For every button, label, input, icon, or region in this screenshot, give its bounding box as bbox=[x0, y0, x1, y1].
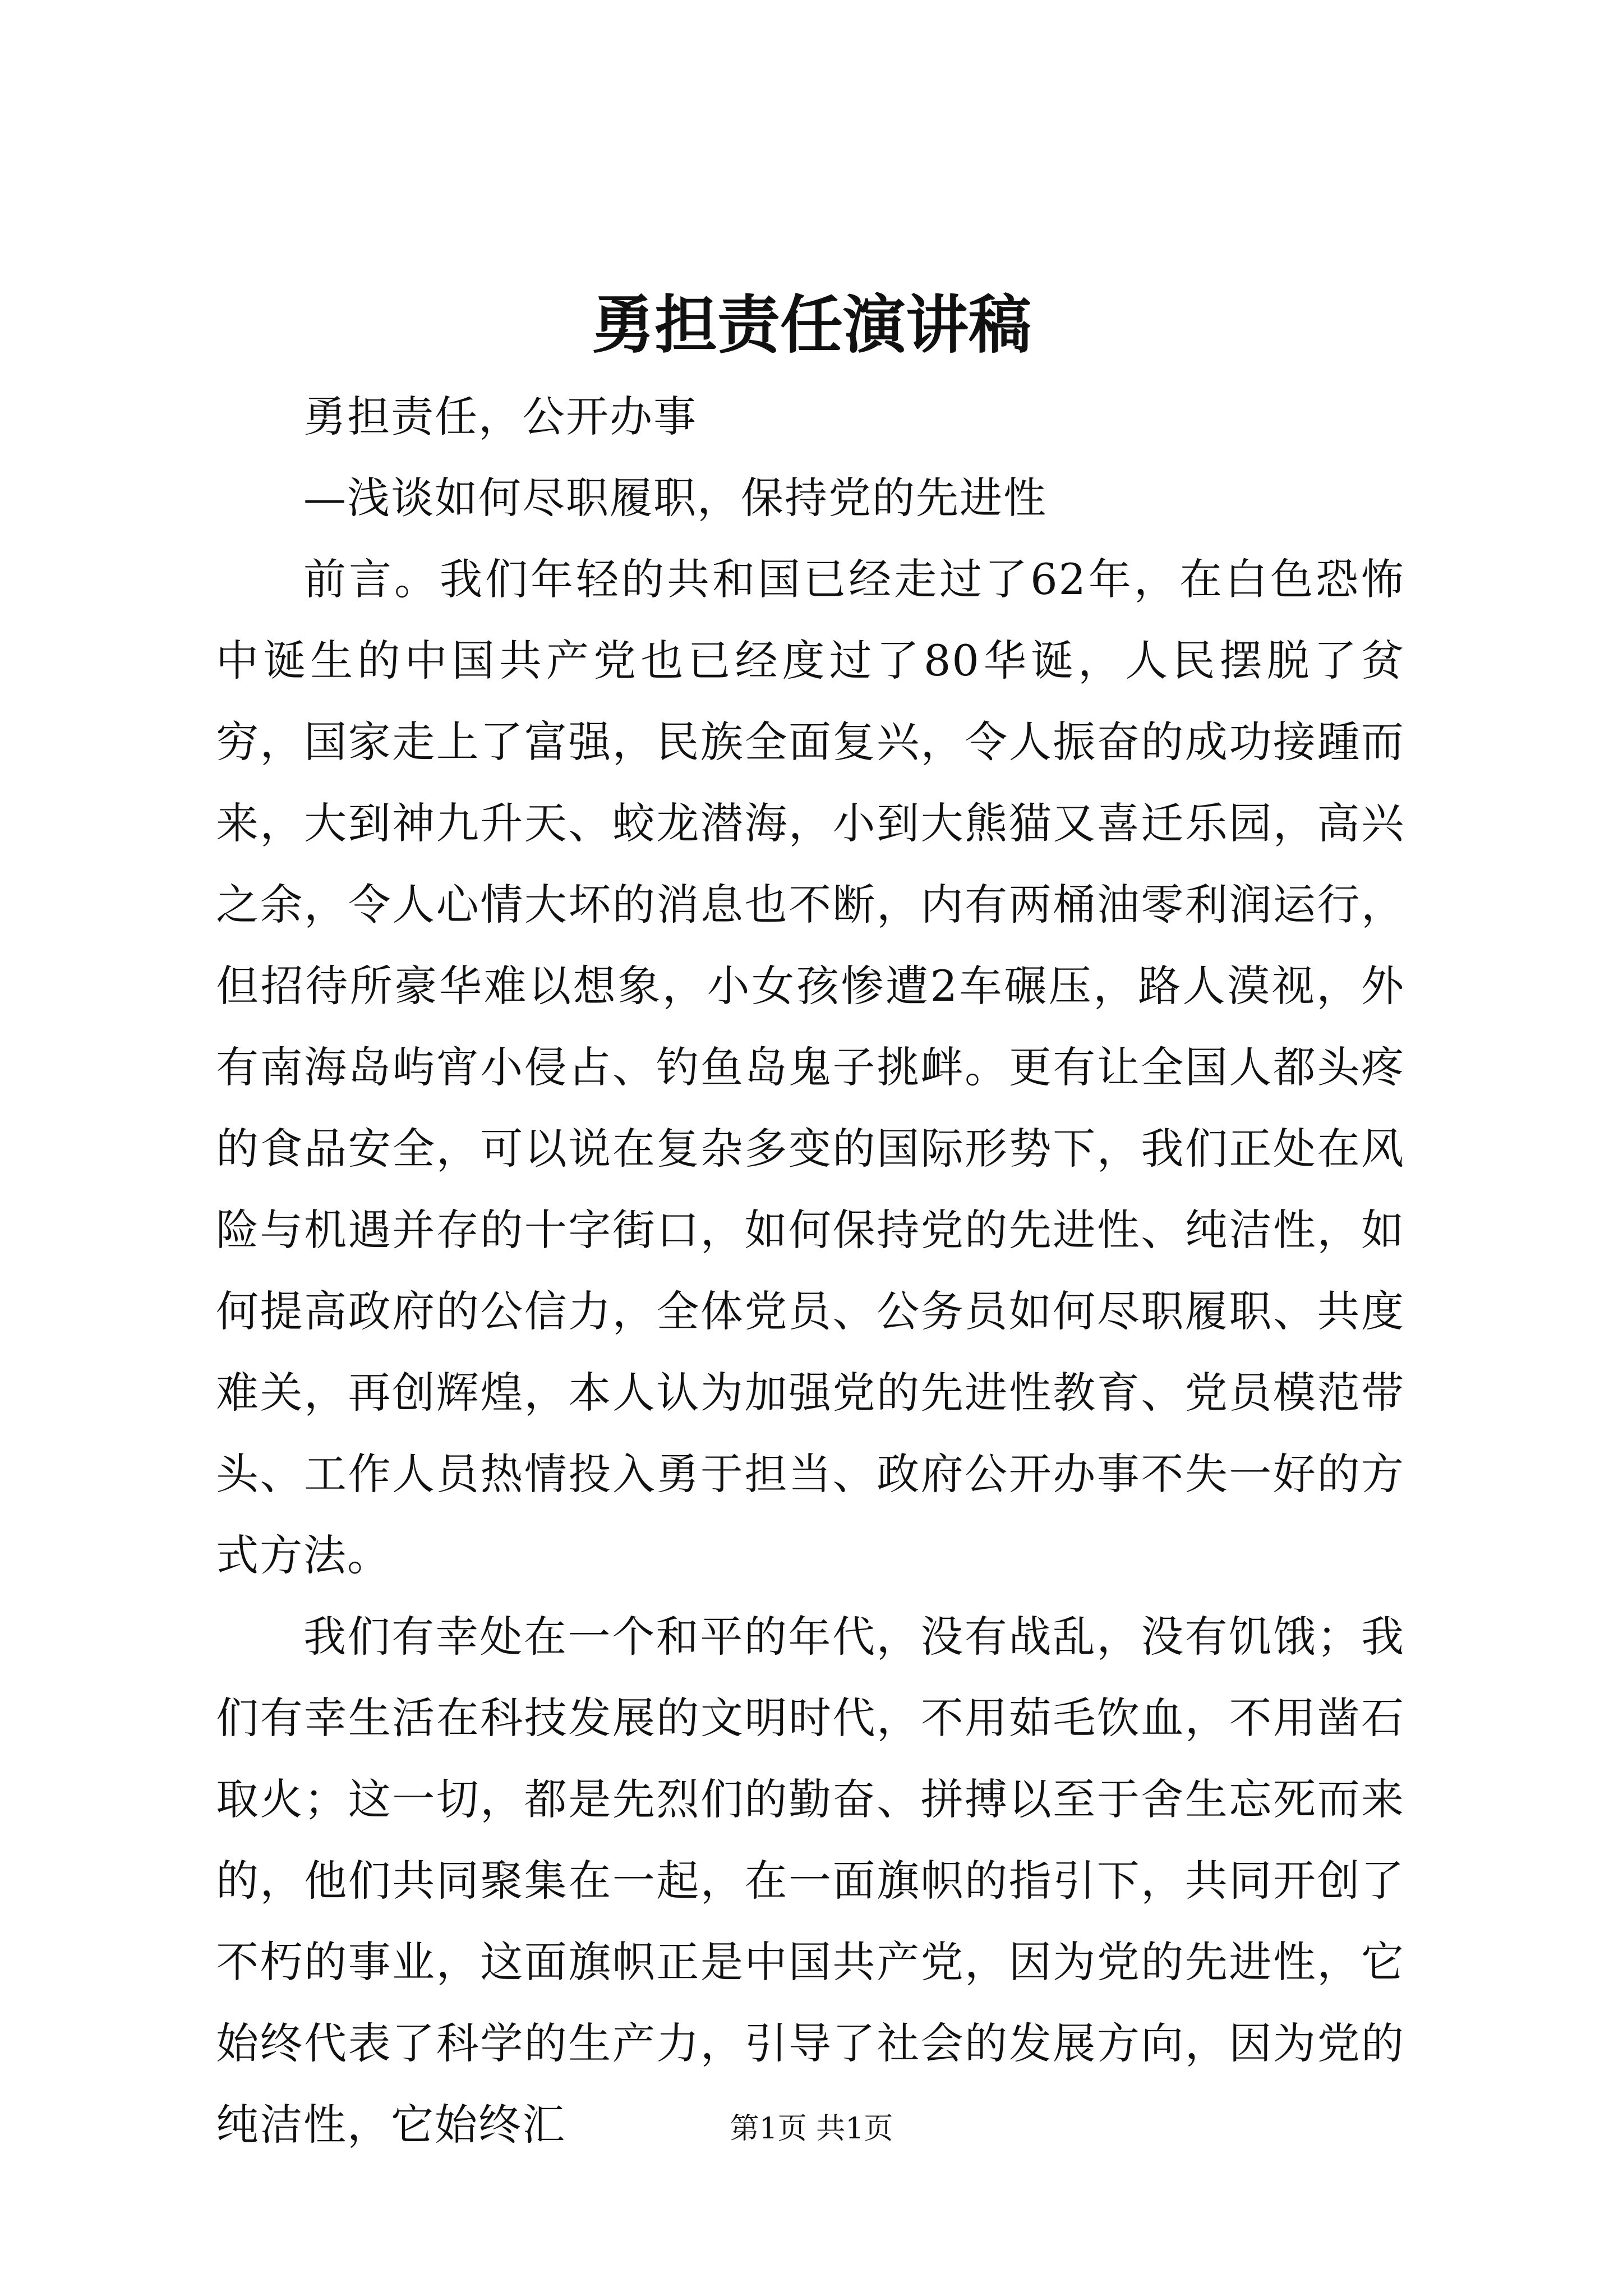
document-title: 勇担责任演讲稿 bbox=[592, 288, 1031, 362]
body-paragraph: 我们有幸处在一个和平的年代，没有战乱，没有饥饿；我们有幸生活在科技发展的文明时代，不用茹毛饮血，不用凿石取火；这一切，都是先烈们的勤奋、拼搏以至于舍生忘死而来的，他们共同聚集在一起，在一面旗帜的指引下，共同开创了不朽的事业，这面旗帜正是中国共产党，因为党的先进性，它始终代表了科学的生产力，引导了社会的发展方向，因为党的纯洁性，它始终汇 bbox=[216, 1612, 1405, 2150]
body-paragraph-preface: 前言。我们年轻的共和国已经走过了62年，在白色恐怖中诞生的中国共产党也已经度过了80华诞，人民摆脱了贫穷，国家走上了富强，民族全面复兴，令人振奋的成功接踵而来，大到神九升天、蛟龙潜海，小到大熊猫又喜迁乐园，高兴之余，令人心情大坏的消息也不断，内有两桶油零利润运行，但招待所豪华难以想象，小女孩惨遭2车碾压，路人漠视，外有南海岛屿宵小侵占、钓鱼岛鬼子挑衅。更有让全国人都头疼的食品安全，可以说在复杂多变的国际形势下，我们正处在风险与机遇并存的十字街口，如何保持党的先进性、纯洁性，如何提高政府的公信力，全体党员、公务员如何尽职履职、共度难关，再创辉煌，本人认为加强党的先进性教育、党员模范带头、工作人员热情投入勇于担当、政府公开办事不失一好的方式方法。 bbox=[216, 554, 1405, 1580]
subtitle-line: 勇担责任，公开办事 bbox=[303, 392, 697, 441]
page-number-footer: 第1页 共1页 bbox=[730, 2112, 893, 2146]
subtitle-subline: —浅谈如何尽职履职，保持党的先进性 bbox=[303, 473, 1047, 523]
document-body bbox=[216, 376, 1405, 2165]
